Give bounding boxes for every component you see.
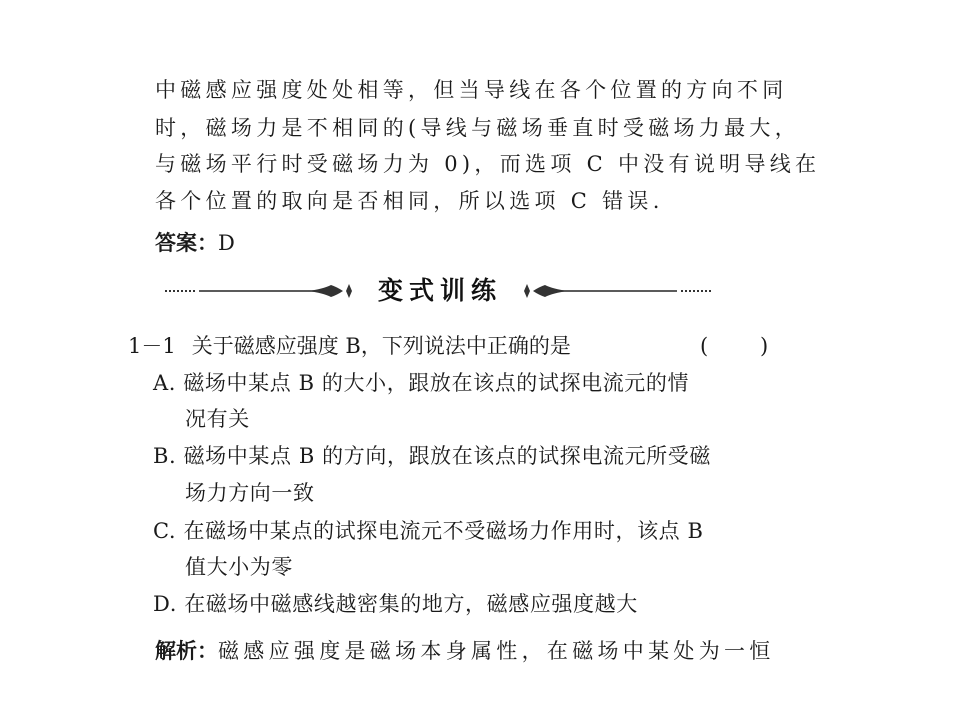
answer-label: 答案：	[155, 231, 218, 255]
option-c-line-1: C. 在磁场中某点的试探电流元不受磁场力作用时，该点 B	[153, 519, 704, 543]
analysis	[155, 638, 775, 664]
analysis-line-2: 时，磁场力是不相同的(导线与磁场垂直时受磁场力最大，	[155, 116, 800, 140]
option-b-line-1: B. 磁场中某点 B 的方向，跟放在该点的试探电流元所受磁	[153, 444, 711, 468]
option-d-line-1: D. 在磁场中磁感线越密集的地方，磁感应强度越大	[153, 592, 638, 616]
question-number: 1－1	[128, 334, 176, 358]
question-stem: 关于磁感应强度 B，下列说法中正确的是	[191, 334, 571, 358]
analysis-text: 磁感应强度是磁场本身属性，在磁场中某处为一恒	[218, 639, 775, 663]
answer-bracket-open: (	[700, 334, 709, 358]
answer-bracket-close: )	[760, 334, 769, 358]
analysis-line-3: 与磁场平行时受磁场力为 0)，而选项 C 中没有说明导线在	[155, 152, 821, 176]
section-title: 变式训练	[377, 276, 502, 305]
question-stem-line	[128, 333, 571, 359]
answer-value: D	[218, 231, 235, 255]
option-a-line-1: A. 磁场中某点 B 的大小，跟放在该点的试探电流元的情	[153, 371, 690, 395]
option-a-line-2: 况有关	[185, 407, 250, 431]
answer	[155, 230, 235, 256]
option-b-line-2: 场力方向一致	[185, 481, 315, 505]
analysis-line-4: 各个位置的取向是否相同，所以选项 C 错误.	[155, 189, 664, 213]
analysis-line-1: 中磁感应强度处处相等，但当导线在各个位置的方向不同	[155, 78, 788, 102]
analysis-label: 解析：	[155, 639, 218, 663]
option-c-line-2: 值大小为零	[185, 555, 293, 579]
